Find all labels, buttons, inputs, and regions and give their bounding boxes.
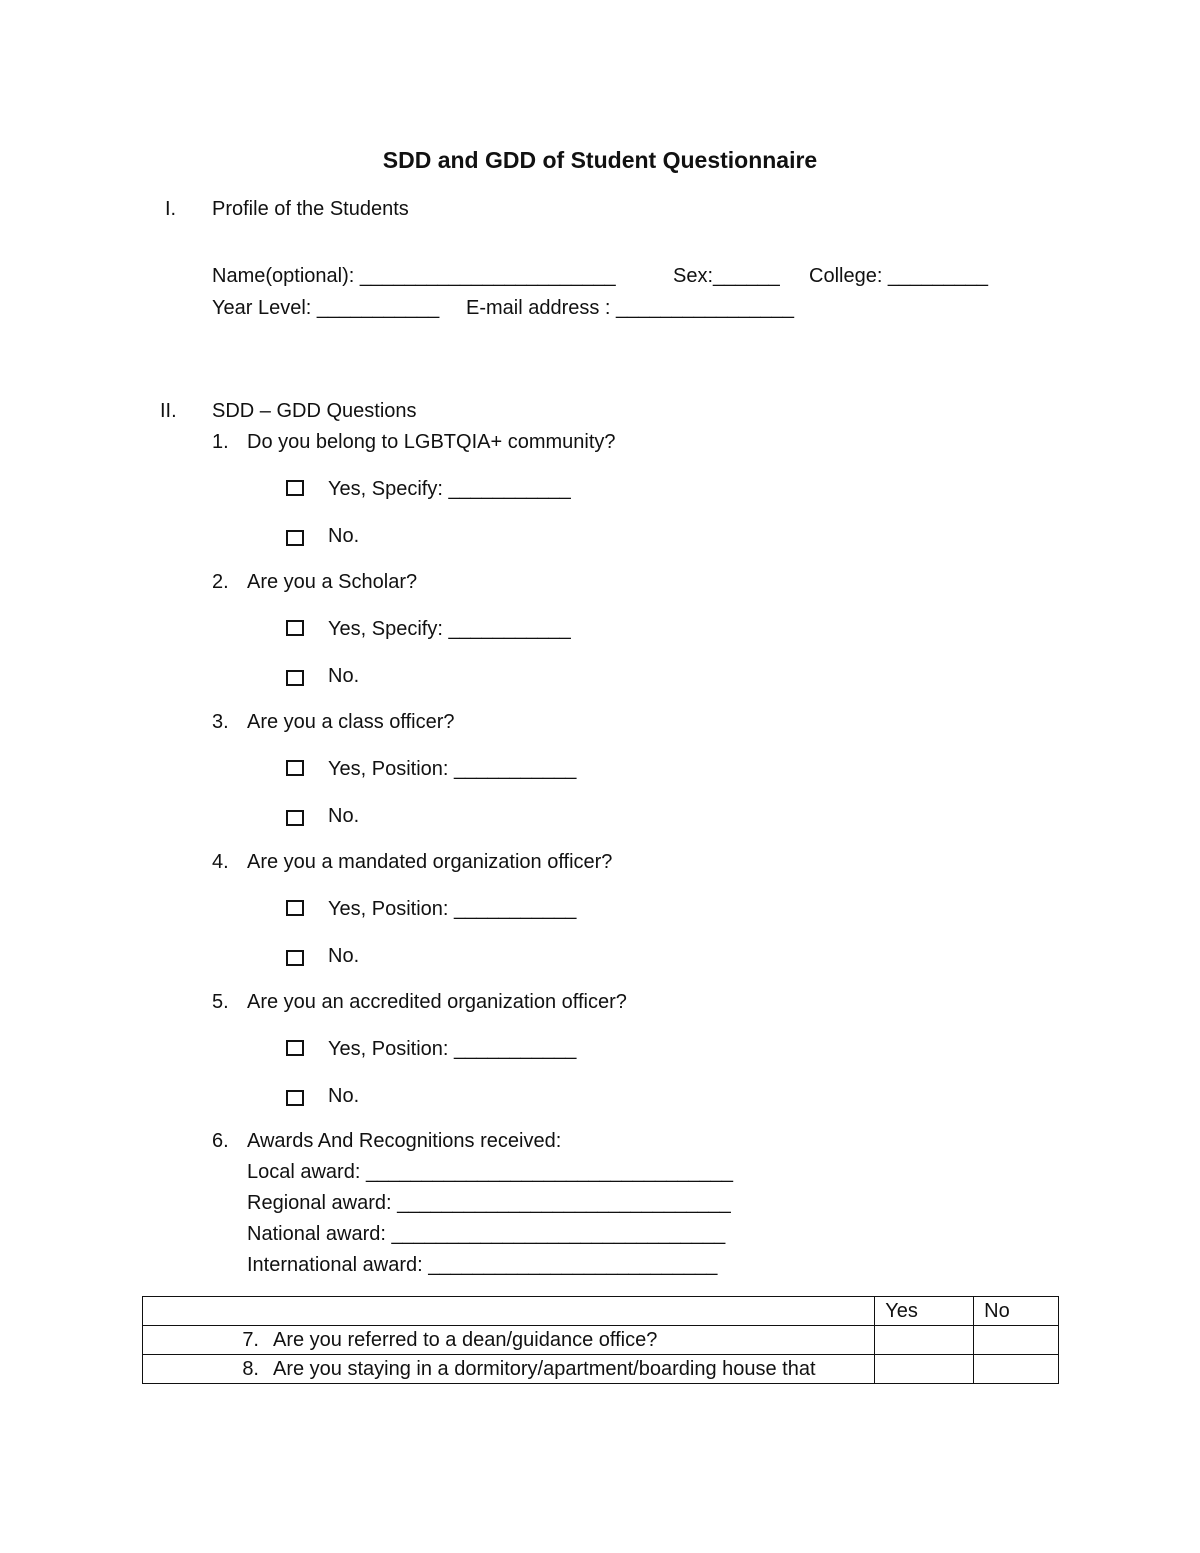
section-2-numeral: II. [160,400,177,422]
table-row-question [143,1326,875,1355]
question-2-text: Are you a Scholar? [247,571,418,593]
question-1-text: Do you belong to LGBTQIA+ community? [247,431,616,453]
question-5-yes-checkbox[interactable] [286,1040,304,1056]
table-row [143,1355,1059,1384]
question-2-yes-label: Yes, Specify: ___________ [328,618,571,640]
table-header-question [143,1297,875,1326]
question-2-no-checkbox[interactable] [286,670,304,686]
question-4-yes-checkbox[interactable] [286,900,304,916]
question-3-number: 3. [212,711,229,733]
college-field[interactable]: College: _________ [809,265,989,287]
section-1-numeral: I. [165,198,177,220]
section-2-heading: SDD – GDD Questions [212,400,417,422]
question-3-no-checkbox[interactable] [286,810,304,826]
question-8-text: Are you staying in a dormitory/apartment/boarding house that [273,1358,816,1380]
question-1-yes-label: Yes, Specify: ___________ [328,478,571,500]
question-7-no-cell[interactable] [974,1326,1059,1355]
awards-heading: Awards And Recognitions received: [247,1130,562,1152]
question-2-no-label: No. [328,665,360,687]
question-8-number: 8. [242,1358,259,1380]
question-5-no-checkbox[interactable] [286,1090,304,1106]
question-1-no-label: No. [328,525,360,547]
year-level-field[interactable]: Year Level: ___________ [212,297,440,319]
local-award-field[interactable]: Local award: _________________________________ [247,1161,734,1183]
question-1-yes-checkbox[interactable] [286,480,304,496]
question-8-yes-cell[interactable] [875,1355,974,1384]
question-4-no-checkbox[interactable] [286,950,304,966]
sex-field[interactable]: Sex:______ [673,265,780,287]
question-5-number: 5. [212,991,229,1013]
question-5-yes-label: Yes, Position: ___________ [328,1038,577,1060]
regional-award-field[interactable]: Regional award: ______________________________ [247,1192,731,1214]
email-field[interactable]: E-mail address : ________________ [466,297,795,319]
table-header-yes: Yes [875,1297,974,1326]
name-field[interactable]: Name(optional): _______________________ [212,265,616,287]
document-title: SDD and GDD of Student Questionnaire [382,147,818,173]
question-3-no-label: No. [328,805,360,827]
question-7-yes-cell[interactable] [875,1326,974,1355]
question-2-yes-checkbox[interactable] [286,620,304,636]
question-4-text: Are you a mandated organization officer? [247,851,613,873]
question-6-number: 6. [212,1130,229,1152]
question-4-no-label: No. [328,945,360,967]
question-4-number: 4. [212,851,229,873]
table-header-no: No [974,1297,1059,1326]
question-1-number: 1. [212,431,229,453]
question-5-text: Are you an accredited organization officer? [247,991,627,1013]
table-row [143,1326,1059,1355]
question-1-no-checkbox[interactable] [286,530,304,546]
question-5-no-label: No. [328,1085,360,1107]
section-1-heading: Profile of the Students [212,198,409,220]
question-7-number: 7. [242,1329,259,1351]
question-2-number: 2. [212,571,229,593]
question-8-no-cell[interactable] [974,1355,1059,1384]
international-award-field[interactable]: International award: __________________________ [247,1254,718,1276]
yes-no-table [142,1296,1059,1384]
table-row-question [143,1355,875,1384]
table-header-row [143,1297,1059,1326]
question-3-text: Are you a class officer? [247,711,455,733]
question-3-yes-label: Yes, Position: ___________ [328,758,577,780]
question-3-yes-checkbox[interactable] [286,760,304,776]
question-7-text: Are you referred to a dean/guidance office? [273,1329,658,1351]
national-award-field[interactable]: National award: ______________________________ [247,1223,726,1245]
question-4-yes-label: Yes, Position: ___________ [328,898,577,920]
